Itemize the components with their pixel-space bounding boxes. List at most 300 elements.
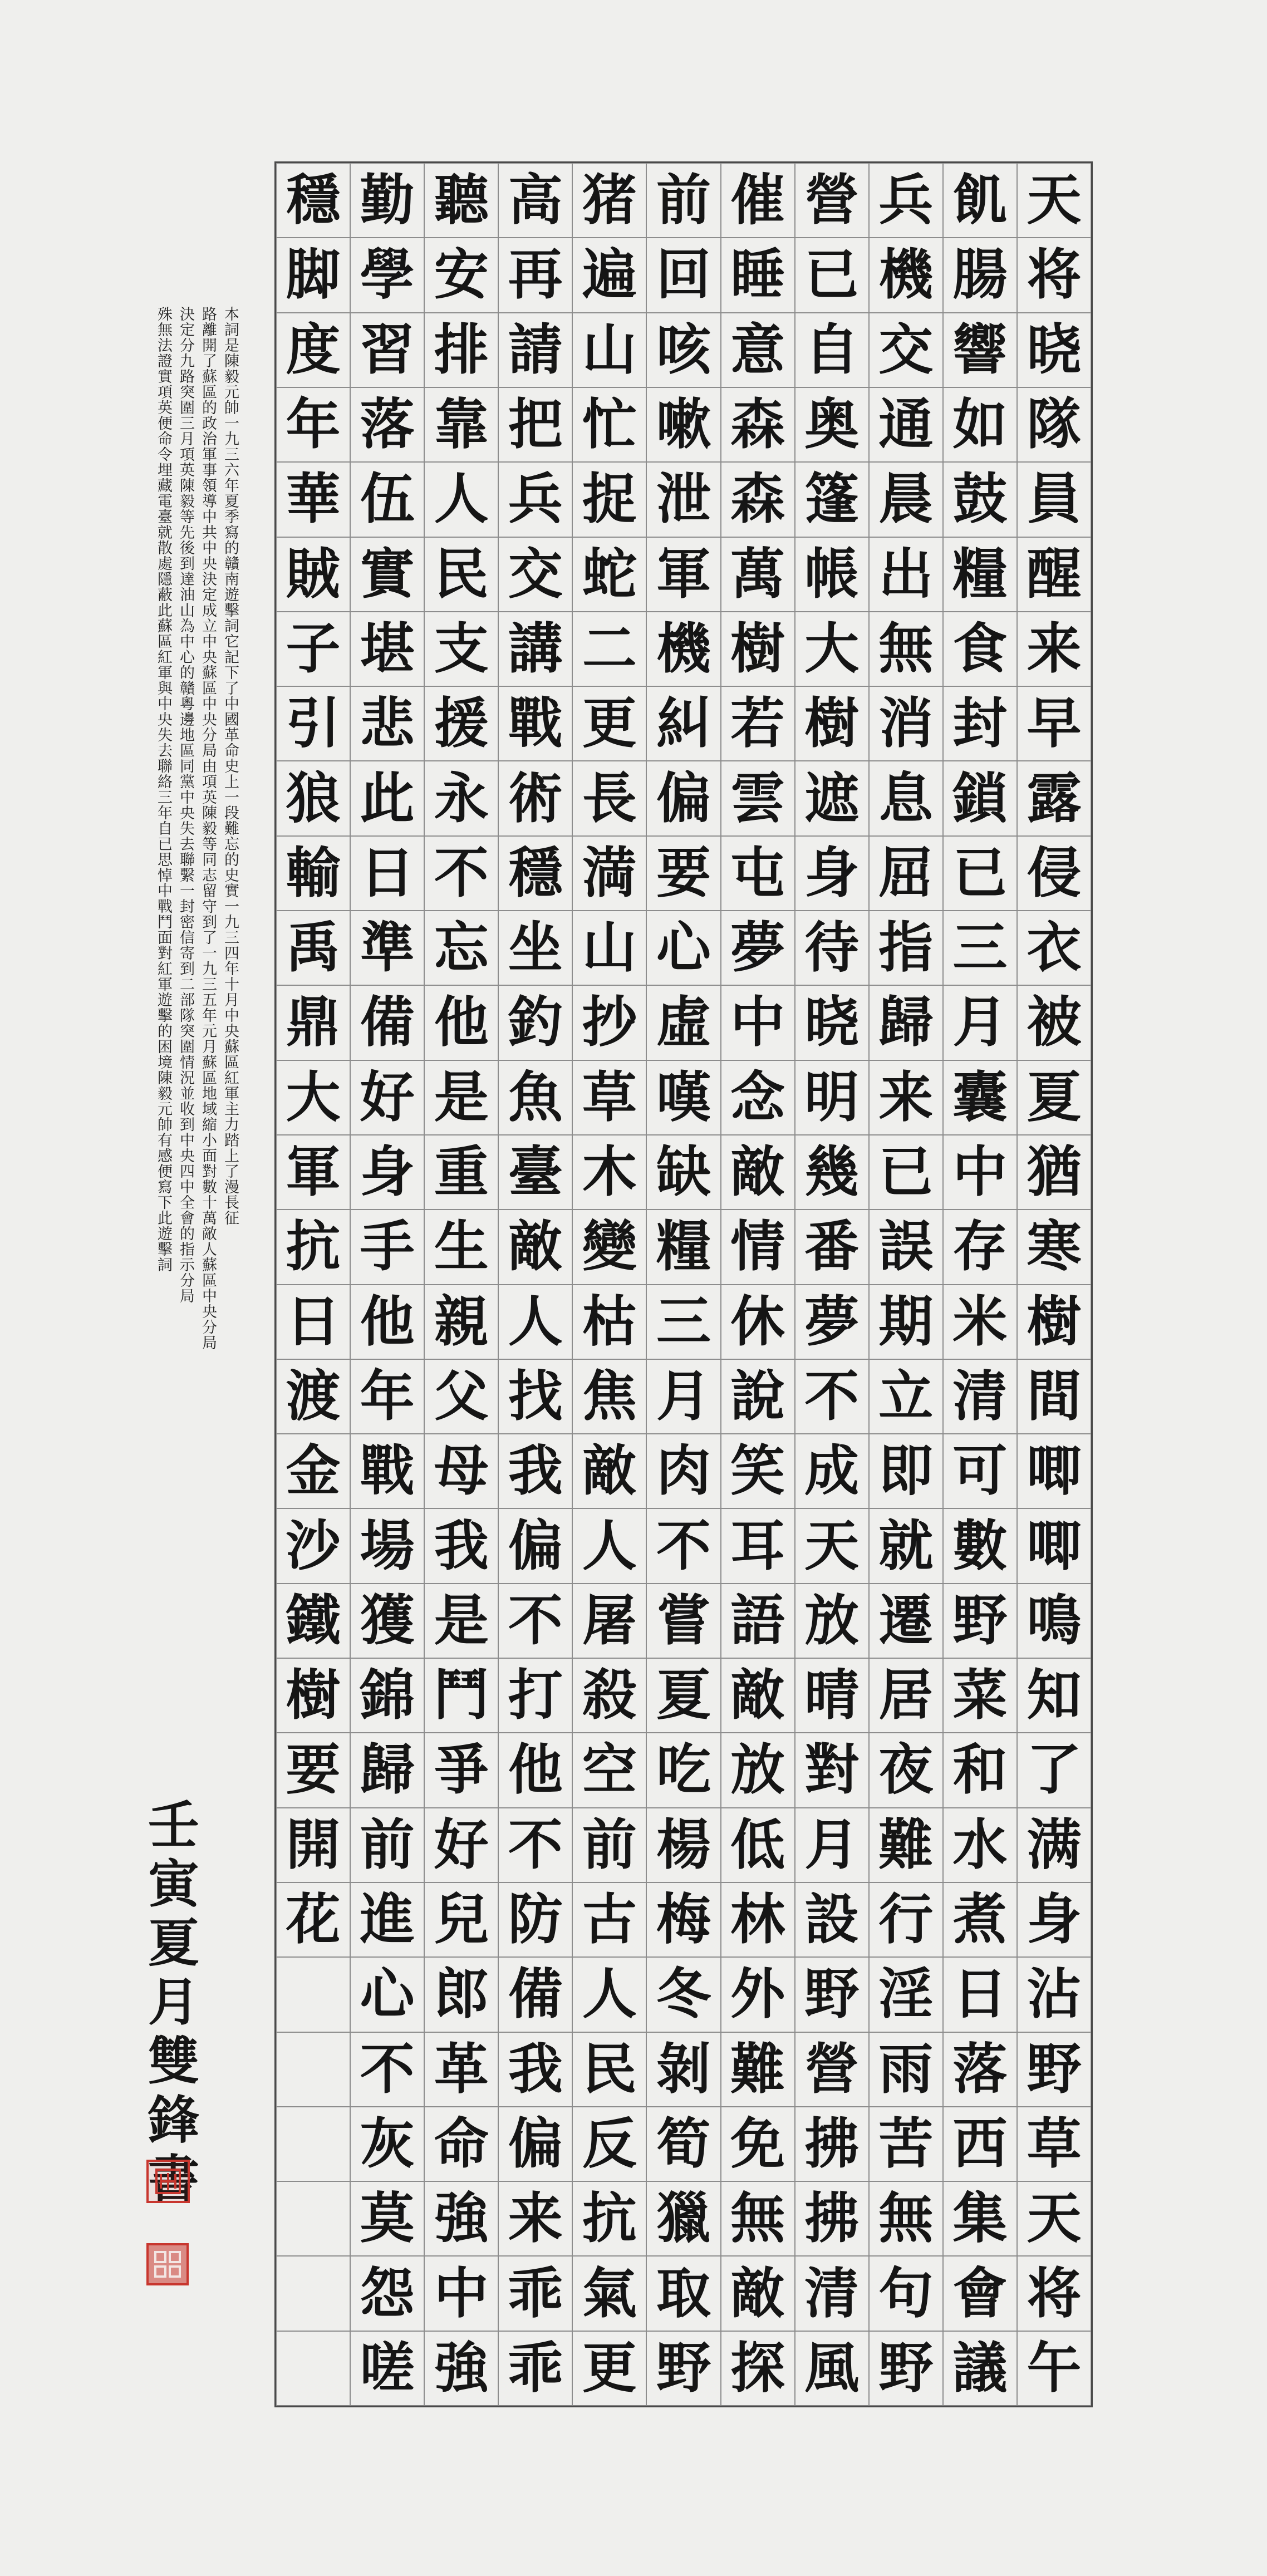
poem-character-cell: 習 — [350, 313, 424, 387]
poem-character-cell: 不 — [646, 1508, 720, 1583]
poem-character-cell: 日 — [943, 1957, 1017, 2032]
poem-character-cell: 腸 — [943, 238, 1017, 312]
poem-character-cell: 永 — [424, 761, 498, 835]
poem-character-cell: 高 — [498, 163, 572, 238]
poem-character-cell: 晴 — [795, 1658, 869, 1733]
poem-character-cell: 堪 — [350, 612, 424, 686]
poem-character-cell: 野 — [869, 2331, 943, 2406]
poem-character-cell: 獲 — [350, 1584, 424, 1658]
poem-character-cell: 夏 — [646, 1658, 720, 1733]
poem-character-cell: 穩 — [498, 836, 572, 911]
poem-character-cell: 了 — [1017, 1733, 1091, 1807]
poem-character-cell: 嘗 — [646, 1584, 720, 1658]
poem-character-cell: 日 — [276, 1285, 350, 1359]
poem-character-cell: 醒 — [1017, 537, 1091, 612]
poem-character-cell: 營 — [795, 2032, 869, 2107]
poem-character-cell: 可 — [943, 1434, 1017, 1508]
poem-character-cell: 衣 — [1017, 911, 1091, 985]
poem-character-cell: 機 — [869, 238, 943, 312]
poem-character-cell: 屠 — [572, 1584, 646, 1658]
poem-character-cell: 不 — [498, 1584, 572, 1658]
poem-character-cell: 明 — [795, 1060, 869, 1135]
poem-character-cell: 怨 — [350, 2256, 424, 2331]
poem-character-cell: 木 — [572, 1135, 646, 1210]
poem-character-cell: 再 — [498, 238, 572, 312]
poem-character-cell: 子 — [276, 612, 350, 686]
poem-character-cell: 聽 — [424, 163, 498, 238]
poem-character-cell: 来 — [869, 1060, 943, 1135]
poem-character-cell — [276, 2256, 350, 2331]
poem-character-cell: 拂 — [795, 2181, 869, 2256]
poem-character-cell: 靠 — [424, 387, 498, 462]
poem-character-cell: 忙 — [572, 387, 646, 462]
seal-glyph-icon — [149, 2162, 188, 2201]
poem-character-cell: 野 — [795, 1957, 869, 2032]
poem-character-cell: 不 — [498, 1808, 572, 1882]
poem-character-cell: 人 — [424, 462, 498, 537]
poem-character-cell: 嗟 — [350, 2331, 424, 2406]
poem-character-cell: 備 — [498, 1957, 572, 2032]
poem-character-cell: 萬 — [721, 537, 795, 612]
poem-character-cell: 變 — [572, 1210, 646, 1284]
poem-character-cell: 出 — [869, 537, 943, 612]
poem-character-cell: 營 — [795, 163, 869, 238]
poem-character-cell: 兒 — [424, 1882, 498, 1957]
poem-character-cell: 禹 — [276, 911, 350, 985]
poem-character-cell: 長 — [572, 761, 646, 835]
poem-character-cell: 放 — [795, 1584, 869, 1658]
poem-character-cell: 說 — [721, 1359, 795, 1434]
poem-character-cell: 無 — [869, 2181, 943, 2256]
preface-column: 殊無法證實項英便命令埋藏電臺就散處隱蔽此蘇區紅軍與中央失去聯絡三年自已思悼中戰鬥面對紅軍遊擊的困境陳毅元帥有感便寫下此遊擊詞 — [155, 306, 172, 1272]
poem-character-cell: 殺 — [572, 1658, 646, 1733]
poem-character-cell: 笑 — [721, 1434, 795, 1508]
poem-character-cell: 通 — [869, 387, 943, 462]
poem-character-cell: 乖 — [498, 2331, 572, 2406]
poem-character-cell: 人 — [498, 1285, 572, 1359]
poem-character-cell: 偏 — [646, 761, 720, 835]
poem-character-cell: 林 — [721, 1882, 795, 1957]
poem-character-cell: 西 — [943, 2107, 1017, 2181]
poem-character-cell: 灰 — [350, 2107, 424, 2181]
poem-character-cell: 雨 — [869, 2032, 943, 2107]
poem-character-cell: 鼎 — [276, 985, 350, 1060]
poem-character-cell: 中 — [424, 2256, 498, 2331]
poem-character-cell: 耳 — [721, 1508, 795, 1583]
poem-character-cell: 狼 — [276, 761, 350, 835]
poem-character-cell: 煮 — [943, 1882, 1017, 1957]
poem-character-cell: 落 — [943, 2032, 1017, 2107]
poem-character-cell: 響 — [943, 313, 1017, 387]
poem-character-cell: 意 — [721, 313, 795, 387]
poem-character-cell: 来 — [1017, 612, 1091, 686]
poem-character-cell: 遍 — [572, 238, 646, 312]
poem-character-cell: 集 — [943, 2181, 1017, 2256]
poem-character-cell: 魚 — [498, 1060, 572, 1135]
poem-character-cell: 捉 — [572, 462, 646, 537]
poem-character-cell: 缺 — [646, 1135, 720, 1210]
poem-character-cell: 會 — [943, 2256, 1017, 2331]
poem-character-cell: 鎖 — [943, 761, 1017, 835]
poem-character-cell: 念 — [721, 1060, 795, 1135]
poem-character-cell: 間 — [1017, 1359, 1091, 1434]
poem-character-cell: 更 — [572, 2331, 646, 2406]
poem-character-cell: 自 — [795, 313, 869, 387]
poem-character-cell — [276, 2032, 350, 2107]
poem-character-cell: 待 — [795, 911, 869, 985]
poem-character-cell: 蛇 — [572, 537, 646, 612]
poem-character-cell: 夢 — [795, 1285, 869, 1359]
poem-character-cell: 莫 — [350, 2181, 424, 2256]
poem-character-cell: 前 — [350, 1808, 424, 1882]
poem-character-cell: 抗 — [276, 1210, 350, 1284]
poem-character-cell: 歸 — [350, 1733, 424, 1807]
poem-character-cell: 強 — [424, 2331, 498, 2406]
poem-character-cell: 此 — [350, 761, 424, 835]
poem-character-cell: 人 — [572, 1508, 646, 1583]
poem-character-cell: 草 — [572, 1060, 646, 1135]
poem-character-cell: 森 — [721, 462, 795, 537]
poem-character-cell: 身 — [350, 1135, 424, 1210]
poem-character-cell: 難 — [721, 2032, 795, 2107]
poem-character-cell: 唧 — [1017, 1508, 1091, 1583]
poem-character-cell: 取 — [646, 2256, 720, 2331]
poem-character-cell: 好 — [350, 1060, 424, 1135]
poem-character-cell: 我 — [498, 2032, 572, 2107]
poem-character-cell: 伍 — [350, 462, 424, 537]
poem-character-cell: 樹 — [795, 686, 869, 761]
poem-character-cell: 實 — [350, 537, 424, 612]
poem-character-cell: 低 — [721, 1808, 795, 1882]
poem-character-cell: 不 — [795, 1359, 869, 1434]
poem-character-cell: 議 — [943, 2331, 1017, 2406]
poem-character-cell: 講 — [498, 612, 572, 686]
poem-character-cell: 囊 — [943, 1060, 1017, 1135]
poem-character-cell: 米 — [943, 1285, 1017, 1359]
poem-character-cell: 山 — [572, 313, 646, 387]
poem-character-cell: 把 — [498, 387, 572, 462]
poem-character-cell: 山 — [572, 911, 646, 985]
poem-character-cell: 筍 — [646, 2107, 720, 2181]
poem-character-cell: 父 — [424, 1359, 498, 1434]
poem-character-cell: 命 — [424, 2107, 498, 2181]
poem-character-cell: 是 — [424, 1584, 498, 1658]
poem-character-cell: 親 — [424, 1285, 498, 1359]
poem-character-cell: 輸 — [276, 836, 350, 911]
poem-character-cell: 沙 — [276, 1508, 350, 1583]
poem-character-cell: 枯 — [572, 1285, 646, 1359]
poem-character-cell: 咳 — [646, 313, 720, 387]
poem-character-cell: 行 — [869, 1882, 943, 1957]
poem-character-cell: 年 — [350, 1359, 424, 1434]
poem-character-cell: 開 — [276, 1808, 350, 1882]
poem-character-cell: 情 — [721, 1210, 795, 1284]
poem-character-cell: 敵 — [498, 1210, 572, 1284]
poem-character-cell: 重 — [424, 1135, 498, 1210]
poem-character-cell: 數 — [943, 1508, 1017, 1583]
poem-character-cell: 糧 — [943, 537, 1017, 612]
poem-character-cell: 樹 — [276, 1658, 350, 1733]
poem-character-cell: 如 — [943, 387, 1017, 462]
poem-character-cell: 猪 — [572, 163, 646, 238]
poem-character-cell: 夏 — [1017, 1060, 1091, 1135]
poem-character-cell: 沾 — [1017, 1957, 1091, 2032]
poem-character-cell: 郎 — [424, 1957, 498, 2032]
poem-character-cell: 来 — [498, 2181, 572, 2256]
poem-character-cell — [276, 2181, 350, 2256]
poem-character-cell: 若 — [721, 686, 795, 761]
poem-character-cell: 爭 — [424, 1733, 498, 1807]
poem-character-cell: 兵 — [869, 163, 943, 238]
poem-character-cell: 抄 — [572, 985, 646, 1060]
poem-character-cell: 前 — [572, 1808, 646, 1882]
preface-column: 決定分九路突圍三月項英陳毅等先後到達油山為中心的贛粵邊地區同黨中央失去聯繫一封密信寄到二部隊突圍情況並收到中央四中全會的指示分局 — [177, 306, 194, 1304]
preface-inscription — [117, 306, 239, 1714]
poem-character-cell: 存 — [943, 1210, 1017, 1284]
poem-character-cell: 設 — [795, 1882, 869, 1957]
poem-character-cell: 革 — [424, 2032, 498, 2107]
poem-character-cell: 支 — [424, 612, 498, 686]
seal-stamp-icon — [146, 2243, 189, 2285]
poem-character-cell: 睡 — [721, 238, 795, 312]
poem-character-cell: 大 — [276, 1060, 350, 1135]
poem-character-cell: 敵 — [721, 1658, 795, 1733]
poem-character-cell: 樹 — [721, 612, 795, 686]
poem-character-cell: 苦 — [869, 2107, 943, 2181]
poem-character-cell — [276, 2331, 350, 2406]
poem-character-cell: 封 — [943, 686, 1017, 761]
poem-character-cell: 語 — [721, 1584, 795, 1658]
seal-stamp-icon — [146, 2160, 190, 2203]
poem-character-cell: 敵 — [572, 1434, 646, 1508]
poem-character-cell: 天 — [1017, 163, 1091, 238]
poem-character-cell: 錦 — [350, 1658, 424, 1733]
poem-character-cell: 要 — [646, 836, 720, 911]
poem-character-cell: 敵 — [721, 2256, 795, 2331]
poem-character-cell: 援 — [424, 686, 498, 761]
poem-character-cell: 野 — [1017, 2032, 1091, 2107]
poem-character-cell: 鐵 — [276, 1584, 350, 1658]
poem-character-cell: 隊 — [1017, 387, 1091, 462]
poem-character-cell: 指 — [869, 911, 943, 985]
poem-character-cell: 嗽 — [646, 387, 720, 462]
poem-character-cell: 準 — [350, 911, 424, 985]
poem-character-cell: 戰 — [498, 686, 572, 761]
poem-character-cell: 交 — [498, 537, 572, 612]
poem-character-cell: 早 — [1017, 686, 1091, 761]
poem-character-cell: 中 — [721, 985, 795, 1060]
poem-character-cell: 打 — [498, 1658, 572, 1733]
signature: 壬寅夏月雙鋒書 — [140, 1798, 200, 2211]
poem-character-cell: 息 — [869, 761, 943, 835]
poem-character-cell: 梅 — [646, 1882, 720, 1957]
poem-character-cell: 楊 — [646, 1808, 720, 1882]
poem-character-cell: 肉 — [646, 1434, 720, 1508]
poem-character-cell: 番 — [795, 1210, 869, 1284]
poem-character-cell: 交 — [869, 313, 943, 387]
poem-character-cell: 天 — [795, 1508, 869, 1583]
poem-character-cell: 身 — [1017, 1882, 1091, 1957]
poem-character-cell: 立 — [869, 1359, 943, 1434]
poem-character-cell: 員 — [1017, 462, 1091, 537]
poem-character-cell: 花 — [276, 1882, 350, 1957]
poem-character-cell: 我 — [498, 1434, 572, 1508]
poem-character-cell: 乖 — [498, 2256, 572, 2331]
poem-character-cell: 古 — [572, 1882, 646, 1957]
poem-character-cell: 已 — [795, 238, 869, 312]
poem-character-cell: 就 — [869, 1508, 943, 1583]
poem-character-cell: 奥 — [795, 387, 869, 462]
poem-character-cell: 月 — [943, 985, 1017, 1060]
poem-character-cell: 拂 — [795, 2107, 869, 2181]
poem-character-cell: 晓 — [1017, 313, 1091, 387]
poem-character-cell: 臺 — [498, 1135, 572, 1210]
poem-character-cell: 獵 — [646, 2181, 720, 2256]
poem-character-cell: 中 — [943, 1135, 1017, 1210]
poem-character-cell: 森 — [721, 387, 795, 462]
poem-character-cell: 知 — [1017, 1658, 1091, 1733]
poem-character-cell — [276, 1957, 350, 2032]
poem-character-cell: 被 — [1017, 985, 1091, 1060]
poem-character-cell: 風 — [795, 2331, 869, 2406]
poem-character-cell: 場 — [350, 1508, 424, 1583]
poem-character-cell: 满 — [1017, 1808, 1091, 1882]
poem-character-cell: 氣 — [572, 2256, 646, 2331]
poem-character-cell: 機 — [646, 612, 720, 686]
poem-character-cell: 露 — [1017, 761, 1091, 835]
poem-character-cell: 人 — [572, 1957, 646, 2032]
poem-character-cell: 淫 — [869, 1957, 943, 2032]
poem-character-cell: 休 — [721, 1285, 795, 1359]
poem-character-cell: 清 — [943, 1359, 1017, 1434]
poem-character-cell: 軍 — [646, 537, 720, 612]
poem-character-cell: 請 — [498, 313, 572, 387]
poem-character-cell: 他 — [498, 1733, 572, 1807]
poem-character-cell: 居 — [869, 1658, 943, 1733]
poem-character-cell: 華 — [276, 462, 350, 537]
poem-character-cell: 兵 — [498, 462, 572, 537]
poem-character-cell: 反 — [572, 2107, 646, 2181]
poem-character-cell: 樹 — [1017, 1285, 1091, 1359]
poem-character-cell: 和 — [943, 1733, 1017, 1807]
poem-character-cell: 要 — [276, 1733, 350, 1807]
poem-character-cell: 消 — [869, 686, 943, 761]
poem-character-cell: 催 — [721, 163, 795, 238]
poem-character-cell: 母 — [424, 1434, 498, 1508]
poem-character-cell: 不 — [350, 2032, 424, 2107]
poem-character-cell: 引 — [276, 686, 350, 761]
poem-character-cell: 猶 — [1017, 1135, 1091, 1210]
poem-character-cell: 晓 — [795, 985, 869, 1060]
poem-character-cell: 屯 — [721, 836, 795, 911]
poem-character-cell: 不 — [424, 836, 498, 911]
poem-character-cell: 落 — [350, 387, 424, 462]
poem-character-cell: 期 — [869, 1285, 943, 1359]
poem-character-cell: 已 — [943, 836, 1017, 911]
poem-character-cell: 歸 — [869, 985, 943, 1060]
poem-character-cell: 生 — [424, 1210, 498, 1284]
poem-character-cell: 遮 — [795, 761, 869, 835]
poem-character-cell: 外 — [721, 1957, 795, 2032]
poem-character-cell: 金 — [276, 1434, 350, 1508]
poem-character-cell: 排 — [424, 313, 498, 387]
poem-character-cell: 帳 — [795, 537, 869, 612]
poem-character-cell: 菜 — [943, 1658, 1017, 1733]
poem-character-cell: 大 — [795, 612, 869, 686]
poem-character-cell: 遷 — [869, 1584, 943, 1658]
poem-character-cell: 心 — [350, 1957, 424, 2032]
poem-character-cell: 脚 — [276, 238, 350, 312]
poem-character-cell: 寒 — [1017, 1210, 1091, 1284]
poem-character-cell: 糾 — [646, 686, 720, 761]
poem-character-cell: 将 — [1017, 238, 1091, 312]
poem-character-cell: 水 — [943, 1808, 1017, 1882]
poem-character-cell: 身 — [795, 836, 869, 911]
poem-character-cell: 午 — [1017, 2331, 1091, 2406]
poem-character-cell: 前 — [646, 163, 720, 238]
poem-character-cell: 糧 — [646, 1210, 720, 1284]
poem-character-cell: 誤 — [869, 1210, 943, 1284]
poem-character-cell: 找 — [498, 1359, 572, 1434]
poem-character-cell: 心 — [646, 911, 720, 985]
poem-character-cell: 冬 — [646, 1957, 720, 2032]
poem-character-cell: 即 — [869, 1434, 943, 1508]
poem-character-cell: 偏 — [498, 2107, 572, 2181]
poem-character-cell: 防 — [498, 1882, 572, 1957]
poem-character-cell: 我 — [424, 1508, 498, 1583]
poem-character-cell: 無 — [721, 2181, 795, 2256]
poem-character-cell: 将 — [1017, 2256, 1091, 2331]
poem-character-cell: 是 — [424, 1060, 498, 1135]
poem-character-cell: 空 — [572, 1733, 646, 1807]
poem-character-cell — [276, 2107, 350, 2181]
preface-column: 本詞是陳毅元帥一九三六年夏季寫的贛南遊擊詞它記下了中國革命史上一段難忘的史實一九三四年十月中央蘇區紅軍主力踏上了漫長征 — [222, 306, 239, 1226]
poem-character-cell: 探 — [721, 2331, 795, 2406]
poem-character-cell: 安 — [424, 238, 498, 312]
poem-character-cell: 術 — [498, 761, 572, 835]
poem-character-cell: 戰 — [350, 1434, 424, 1508]
poem-character-cell: 月 — [795, 1808, 869, 1882]
poem-character-cell: 泄 — [646, 462, 720, 537]
poem-character-cell: 免 — [721, 2107, 795, 2181]
poem-character-cell: 學 — [350, 238, 424, 312]
poem-character-cell: 無 — [869, 612, 943, 686]
poem-character-cell: 忘 — [424, 911, 498, 985]
poem-character-cell: 成 — [795, 1434, 869, 1508]
poem-character-cell: 唧 — [1017, 1434, 1091, 1508]
poem-character-cell: 野 — [646, 2331, 720, 2406]
poem-character-cell: 句 — [869, 2256, 943, 2331]
poem-character-cell: 篷 — [795, 462, 869, 537]
poem-character-cell: 剝 — [646, 2032, 720, 2107]
poem-character-cell: 野 — [943, 1584, 1017, 1658]
poem-character-cell: 飢 — [943, 163, 1017, 238]
poem-character-cell: 晨 — [869, 462, 943, 537]
poem-character-cell: 抗 — [572, 2181, 646, 2256]
poem-character-cell: 鼓 — [943, 462, 1017, 537]
poem-character-cell: 軍 — [276, 1135, 350, 1210]
poem-character-cell: 好 — [424, 1808, 498, 1882]
poem-character-cell: 回 — [646, 238, 720, 312]
poem-character-cell: 清 — [795, 2256, 869, 2331]
poem-character-cell: 夜 — [869, 1733, 943, 1807]
poem-character-cell: 手 — [350, 1210, 424, 1284]
poem-character-cell: 穩 — [276, 163, 350, 238]
poem-character-cell: 度 — [276, 313, 350, 387]
poem-character-cell: 鳴 — [1017, 1584, 1091, 1658]
poem-character-cell: 天 — [1017, 2181, 1091, 2256]
poem-character-cell: 他 — [424, 985, 498, 1060]
